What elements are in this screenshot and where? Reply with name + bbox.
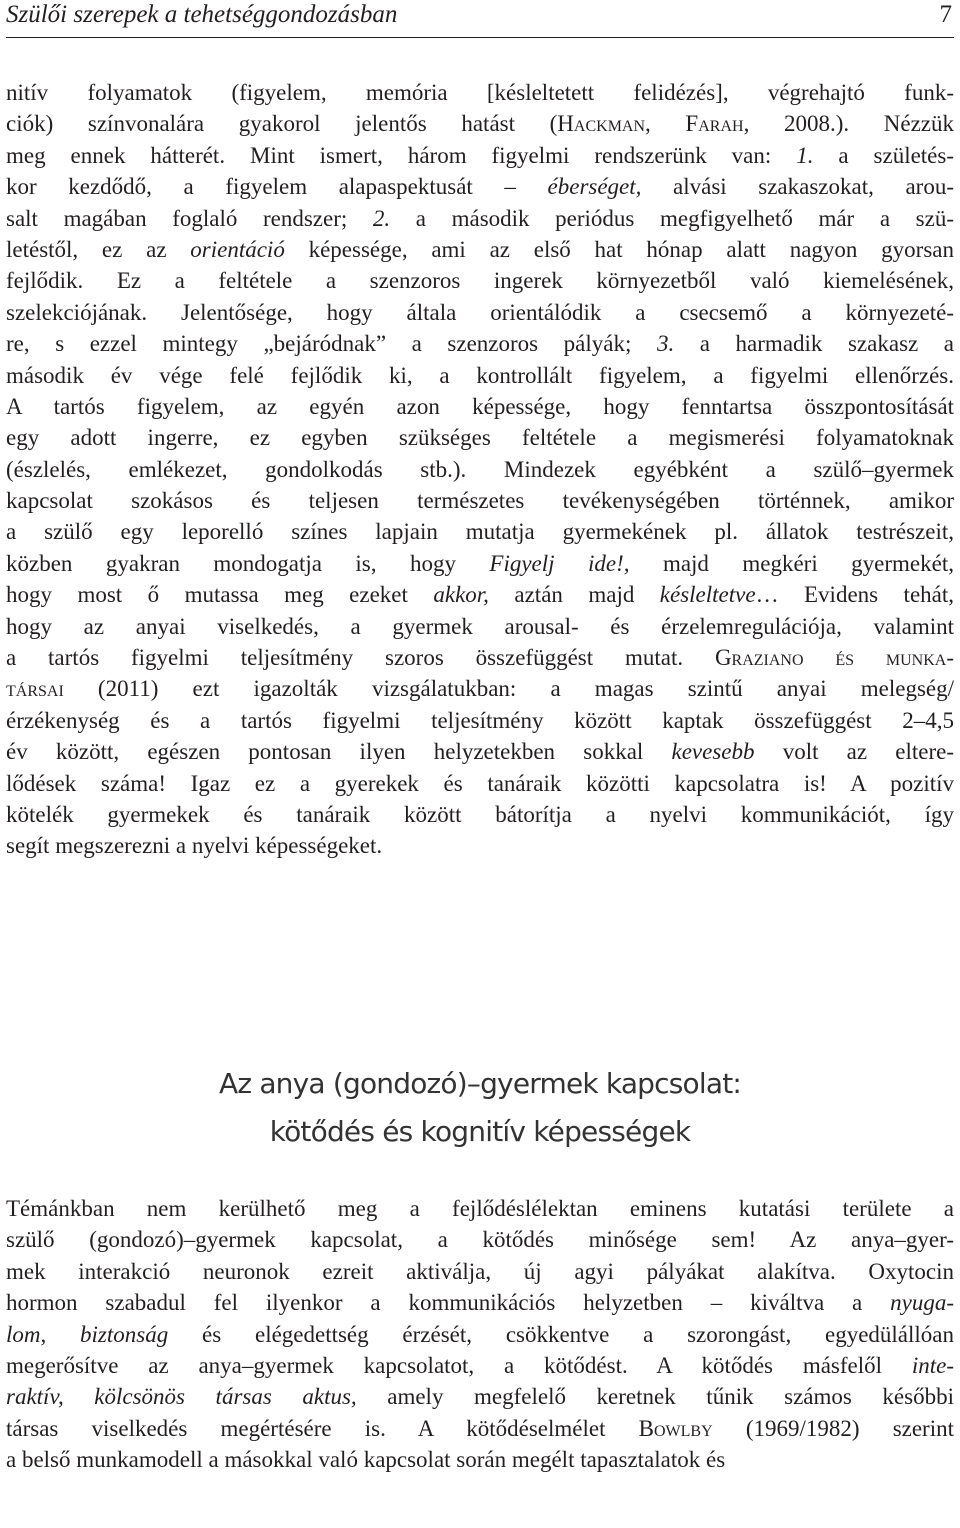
text-line bbox=[6, 579, 954, 610]
text-run: re, s ezzel mintegy „bejáródnak” a szenzoros pályák; bbox=[6, 331, 657, 357]
emphasis-text: raktív, kölcsönös társas aktus, bbox=[6, 1384, 357, 1410]
text-run: ciók) színvonalára gyakorol jelentős hatást ( bbox=[6, 111, 558, 137]
text-line bbox=[6, 1413, 954, 1444]
emphasis-text: Figyelj ide!, bbox=[489, 550, 630, 576]
text-line bbox=[6, 516, 954, 547]
emphasis-text: akkor, bbox=[433, 582, 489, 608]
text-line bbox=[6, 705, 954, 736]
text-run: hogy most ő mutassa meg ezeket bbox=[6, 582, 434, 608]
text-line bbox=[6, 203, 954, 234]
text-line bbox=[6, 673, 954, 704]
author-name: Hackman bbox=[557, 111, 646, 137]
emphasis-text: lom, biztonság bbox=[6, 1321, 169, 1347]
text-line bbox=[6, 77, 954, 108]
text-run: , bbox=[645, 111, 686, 137]
author-name: Graziano és munka- bbox=[714, 645, 954, 671]
author-name: Farah bbox=[685, 111, 744, 137]
paragraph-2 bbox=[6, 1193, 954, 1476]
text-line bbox=[6, 328, 954, 359]
text-line bbox=[6, 454, 954, 485]
text-line bbox=[6, 1444, 954, 1475]
text-run: egy adott ingerre, ez egyben szükséges feltétele a megismerési folyamatoknak bbox=[6, 425, 954, 451]
emphasis-text: késleltetve bbox=[659, 582, 756, 608]
text-run: érzékenység és a tartós figyelmi teljesítmény között kaptak összefüggést 2–4,5 bbox=[6, 707, 954, 733]
text-run: letéstől, ez az bbox=[6, 236, 191, 262]
text-line bbox=[6, 422, 954, 453]
text-line bbox=[6, 171, 954, 202]
text-run: képessége, ami az első hat hónap alatt nagyon gyorsan bbox=[284, 236, 954, 262]
text-run: szelekciójának. Jelentősége, hogy általa orientálódik a csecsemő a környezeté- bbox=[6, 299, 954, 325]
text-line bbox=[6, 1287, 954, 1318]
text-run: hormon szabadul fel ilyenkor a kommunikációs helyzetben – kiváltva a bbox=[6, 1290, 891, 1316]
text-run: kötelék gyermekek és tanáraik között bátorítja a nyelvi kommunikációt, így bbox=[6, 801, 954, 827]
text-run: kor kezdődő, a figyelem alapaspektusát – bbox=[6, 174, 548, 200]
text-line bbox=[6, 297, 954, 328]
text-run: második év vége felé fejlődik ki, a kontrollált figyelem, a figyelmi ellenőrzés. bbox=[6, 362, 954, 388]
text-line bbox=[6, 1256, 954, 1287]
text-run: és elégedettség érzését, csökkentve a szorongást, egyedülállóan bbox=[168, 1321, 954, 1347]
emphasis-text: nyuga- bbox=[890, 1290, 954, 1316]
emphasis-text: éberséget, bbox=[547, 174, 642, 200]
emphasis-text: 1. bbox=[796, 142, 814, 168]
text-line bbox=[6, 1319, 954, 1350]
text-run: (2011) ezt igazolták vizsgálatukban: a magas szintű anyai melegség/ bbox=[63, 676, 954, 702]
text-run: a harmadik szakasz a bbox=[674, 331, 955, 357]
text-line bbox=[6, 642, 954, 673]
text-line bbox=[6, 391, 954, 422]
text-run: meg ennek hátterét. Mint ismert, három figyelmi rendszerünk van: bbox=[6, 142, 797, 168]
text-line bbox=[6, 768, 954, 799]
page-number: 7 bbox=[939, 1, 952, 28]
text-run: amely megfelelő keretnek tűnik számos későbbi bbox=[356, 1384, 954, 1410]
text-line bbox=[6, 1193, 954, 1224]
emphasis-text: kevesebb bbox=[671, 739, 755, 765]
text-run: alvási szakaszokat, arou- bbox=[641, 174, 954, 200]
text-run: (1969/1982) szerint bbox=[712, 1415, 954, 1441]
text-run: … Evidens tehát, bbox=[755, 582, 955, 608]
header-rule bbox=[6, 37, 954, 38]
running-header bbox=[6, 0, 952, 36]
text-run: társas viselkedés megértésére is. A kötődéselmélet bbox=[6, 1415, 639, 1441]
text-line bbox=[6, 1350, 954, 1381]
emphasis-text: 3. bbox=[656, 331, 675, 357]
text-line bbox=[6, 1224, 954, 1255]
text-line bbox=[6, 485, 954, 516]
text-line bbox=[6, 611, 954, 642]
text-line bbox=[6, 360, 954, 391]
text-run: a születés- bbox=[813, 142, 954, 168]
text-run: közben gyakran mondogatja is, hogy bbox=[6, 550, 490, 576]
text-run: Témánkban nem kerülhető meg a fejlődéslélektan eminens kutatási területe a bbox=[6, 1196, 954, 1221]
text-run: aztán majd bbox=[488, 582, 660, 608]
text-run: , 2008.). Nézzük bbox=[743, 111, 954, 137]
text-run: hogy az anyai viselkedés, a gyermek arousal- és érzelemregulációja, valamint bbox=[6, 613, 954, 639]
text-run: a tartós figyelmi teljesítmény szoros összefüggést mutat. bbox=[6, 645, 715, 671]
paragraph-1 bbox=[6, 77, 954, 862]
author-name: Bowlby bbox=[638, 1415, 713, 1441]
text-run: majd megkéri gyermekét, bbox=[629, 550, 954, 576]
text-run: év között, egészen pontosan ilyen helyzetekben sokkal bbox=[6, 739, 672, 765]
author-name: társai bbox=[6, 676, 64, 702]
text-run: fejlődik. Ez a feltétele a szenzoros ingerek környezetből való kiemelésének, bbox=[6, 268, 954, 294]
text-run: szülő (gondozó)–gyermek kapcsolat, a kötődés minősége sem! Az anya–gyer- bbox=[6, 1227, 954, 1253]
text-run: a második periódus megfigyelhető már a szü- bbox=[390, 205, 954, 231]
emphasis-text: orientáció bbox=[190, 236, 285, 262]
section-heading bbox=[0, 1060, 960, 1156]
text-line bbox=[6, 1381, 954, 1412]
running-title: Szülői szerepek a tehetséggondozásban bbox=[6, 1, 398, 28]
section-heading-line-1: Az anya (gondozó)–gyermek kapcsolat: bbox=[218, 1067, 742, 1100]
text-run: (észlelés, emlékezet, gondolkodás stb.). Mindezek egyébként a szülő–gyermek bbox=[6, 456, 954, 482]
text-run: volt az eltere- bbox=[754, 739, 954, 765]
section-heading-line-2: kötődés és kognitív képességek bbox=[269, 1115, 691, 1148]
emphasis-text: 2. bbox=[372, 205, 391, 231]
text-run: nitív folyamatok (figyelem, memória [késleltetett felidézés], végrehajtó funk- bbox=[6, 80, 954, 105]
text-run: lődések száma! Igaz ez a gyerekek és tanáraik közötti kapcsolatra is! A pozitív bbox=[6, 770, 954, 796]
text-run: a belső munkamodell a másokkal való kapcsolat során megélt tapasztalatok és bbox=[6, 1447, 726, 1473]
text-line bbox=[6, 234, 954, 265]
text-line bbox=[6, 265, 954, 296]
text-run: a szülő egy leporelló színes lapjain mutatja gyermekének pl. állatok testrészeit, bbox=[6, 519, 954, 545]
text-line bbox=[6, 108, 954, 139]
text-line bbox=[6, 548, 954, 579]
text-run: megerősítve az anya–gyermek kapcsolatot, a kötődést. A kötődés másfelől bbox=[6, 1352, 912, 1378]
text-run: kapcsolat szokásos és teljesen természetes tevékenységében történnek, amikor bbox=[6, 488, 954, 514]
text-run: segít megszerezni a nyelvi képességeket. bbox=[6, 833, 383, 859]
text-line bbox=[6, 140, 954, 171]
emphasis-text: inte- bbox=[911, 1352, 954, 1378]
text-line bbox=[6, 799, 954, 830]
text-run: A tartós figyelem, az egyén azon képessége, hogy fenntartsa összpontosítását bbox=[6, 393, 954, 419]
text-line bbox=[6, 736, 954, 767]
text-run: salt magában foglaló rendszer; bbox=[6, 205, 373, 231]
text-line bbox=[6, 830, 954, 861]
text-run: mek interakció neuronok ezreit aktiválja, új agyi pályákat alakítva. Oxytocin bbox=[6, 1258, 954, 1284]
